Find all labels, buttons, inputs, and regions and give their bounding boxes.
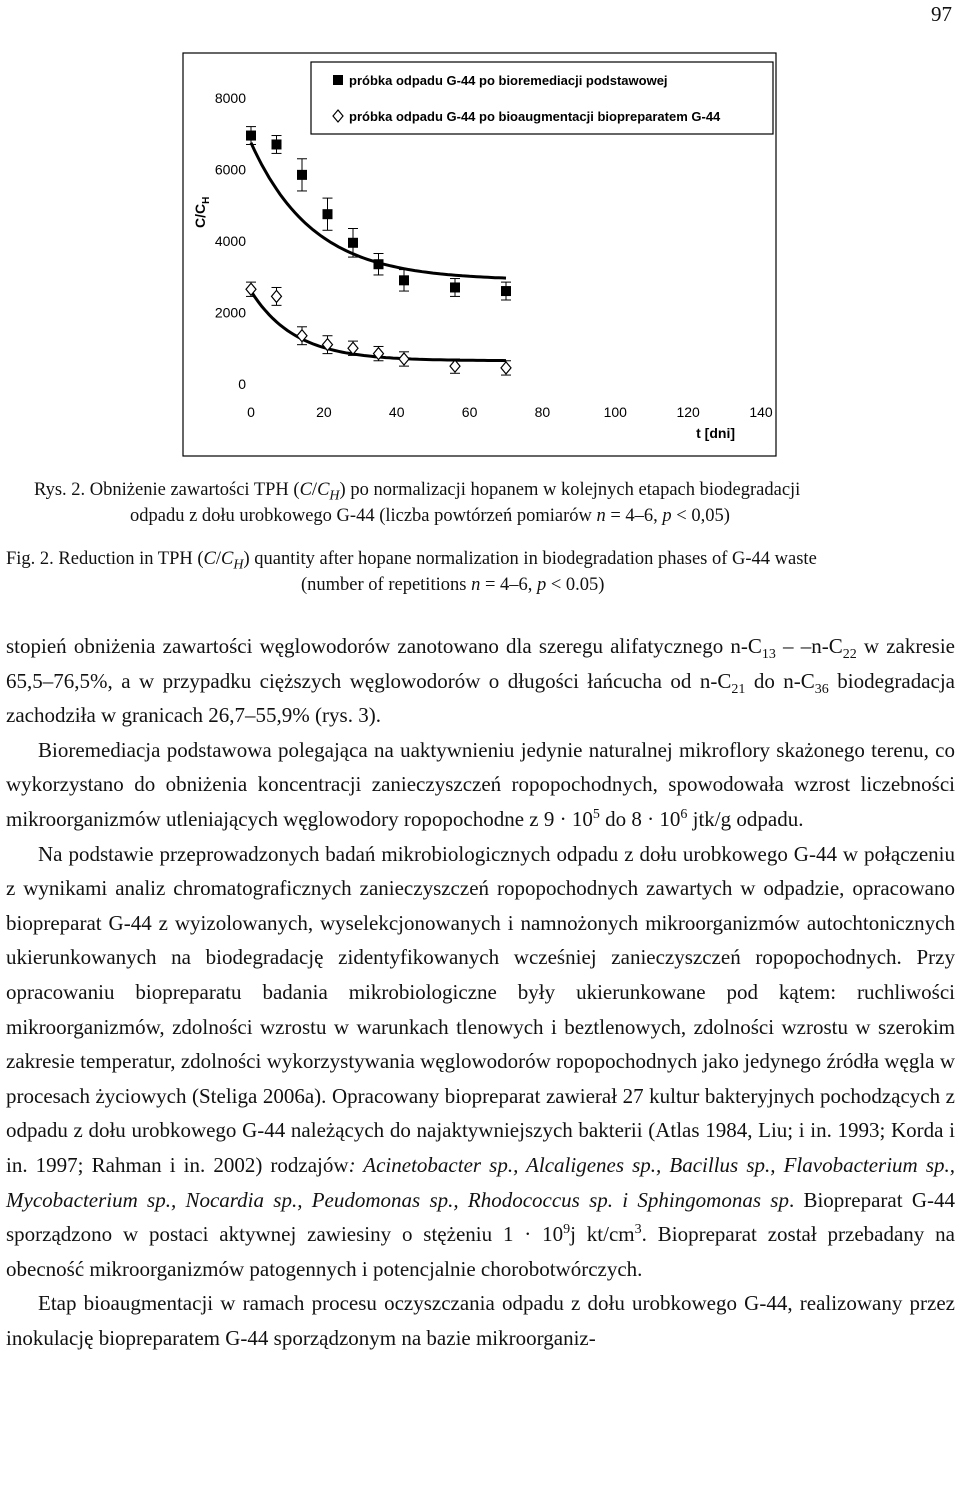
data-point-series-1 [272,139,282,149]
figure-chart [0,0,960,465]
data-point-series-1 [348,238,358,248]
x-axis-label: t [dni] [696,425,735,441]
page-number: 97 [931,2,952,26]
y-tick-label: 4000 [214,233,246,249]
y-tick-label: 6000 [214,161,246,178]
legend-label: próbka odpadu G-44 po bioremediacji podstawowej [349,73,668,88]
data-point-series-1 [323,209,333,219]
y-tick-label: 2000 [214,304,246,321]
y-axis-label: $C/C_H$ [192,196,212,228]
x-tick-label: 60 [461,404,478,420]
paragraph-2: Bioremediacja podstawowa polegająca na uaktywnieniu jedynie naturalnej mikroflory skażonego terenu, co wykorzystano do obniżenia koncentracji zanieczyszczeń ropopochodnych, spowodowała wzrost liczebności mikroorganizmów utleniających węglowodory ropopochodne z $9 \cdot 10^5$ do $8 \cdot 10^6$ jtk/g odpadu. [6,737,955,831]
data-point-series-1 [399,275,409,285]
x-tick-label: 20 [316,404,332,420]
data-point-series-1 [501,286,511,296]
caption-pl-line-2: odpadu z dołu urobkowego G-44 (liczba powtórzeń pomiarów n = 4–6, p < 0,05) [130,506,730,526]
x-tick-label: 100 [603,404,627,420]
paragraph-1: stopień obniżenia zawartości węglowodorów zanotowano dla szeregu alifatycznego $n-C_{13} - -n-C_{22}$ w zakresie 65,5–76,5%, a w przypadku cięższych węglowodorów o długości łańcucha od $n-C_{21}$ do $n-C_{36}$ biodegradacja zachodziła w granicach 26,7–55,9% (rys. 3). [6,634,955,728]
data-point-series-1 [246,131,256,141]
paragraph-4: Etap bioaugmentacji w ramach procesu oczyszczania odpadu z dołu urobkowego G-44, realizowany przez inokulację biopreparatem G-44 sporządzonym na bazie mikroorganiz- [6,1291,955,1350]
x-tick-label: 120 [676,404,700,420]
y-tick-label: 8000 [214,90,246,106]
legend-marker-square [333,75,343,85]
legend-label: próbka odpadu G-44 po bioaugmentacji biopreparatem G-44 [349,109,721,124]
caption-pl-line-1: Rys. 2. Obniżenie zawartości TPH $(C/C_H)$ po normalizacji hopanem w kolejnych etapach biodegradacji [34,480,801,504]
x-tick-label: 40 [388,404,405,420]
data-point-series-1 [450,282,460,292]
data-point-series-1 [297,170,307,180]
body-text [6,629,955,1355]
data-point-series-1 [374,259,384,269]
caption-en-line-2: (number of repetitions n = 4–6, p < 0.05) [301,575,605,595]
paragraph-3: Na podstawie przeprowadzonych badań mikrobiologicznych odpadu z dołu urobkowego G-44 w połączeniu z wynikami analiz chromatograficznych zanieczyszczeń ropopochodnych zawartych w odpadzie, opracowano biopreparat G-44 z wyizolowanych, wyselekcjonowanych i namnożonych mikroorganizmów autochtonicznych ukierunkowanych na biodegradację zidentyfikowanych wcześniej zanieczyszczeń ropopochodnych. Przy opracowaniu biopreparatu badania mikrobiologiczne były ukierunkowane pod kątem: ruchliwości mikroorganizmów, zdolności wzrostu w warunkach tlenowych i beztlenowych, zdolności wzrostu w szerokim zakresie temperatur, zdolności wykorzystywania węglowodorów ropopochodnych jako jedynego źródła węgla w procesach życiowych (Steliga 2006a). Opracowany biopreparat zawierał 27 kultur bakteryjnych pochodzących z odpadu z dołu urobkowego G-44 należących do najaktywniejszych bakterii (Atlas 1984, Liu; i in. 1993; Korda i in. 1997; Rahman i in. 2002) rodzajów: Acinetobacter sp., Alcaligenes sp., Bacillus sp., Flavobacterium sp., Mycobacterium sp., Nocardia sp., Peudomonas sp., Rhodococcus sp. i Sphingomonas sp. Biopreparat G-44 sporządzono w postaci aktywnej zawiesiny o stężeniu $1 \cdot 10^9j$ $kt/cm^3$. Biopreparat został przebadany na obecność mikroorganizmów patogennych i potencjalnie chorobotwórczych. [6,841,955,1281]
chart-svg [0,0,960,465]
caption-en-line-1: Fig. 2. Reduction in TPH $(C/C_H)$ quantity after hopane normalization in biodegradation phases of G-44 waste [6,549,817,573]
x-tick-label: 0 [247,404,255,420]
x-tick-label: 80 [534,404,551,420]
x-tick-label: 140 [749,404,773,420]
y-tick-label: 0 [238,376,246,392]
